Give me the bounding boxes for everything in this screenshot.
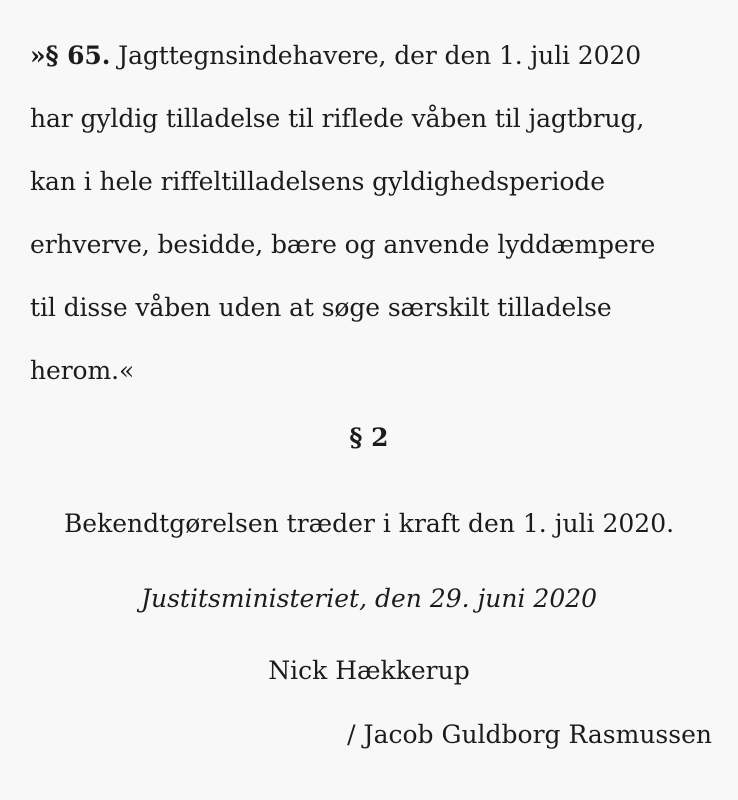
amendment-line: har gyldig tilladelse til riflede våben til jagtbrug, — [30, 104, 645, 133]
amendment-line-text: Jagttegnsindehavere, der den 1. juli 2020 — [110, 41, 642, 70]
section-65-mark: »§ 65. — [30, 41, 111, 70]
amendment-paragraph — [30, 24, 720, 402]
place-date-line: Justitsministeriet, den 29. juni 2020 — [140, 584, 598, 613]
amendment-line: herom.« — [30, 356, 135, 385]
amendment-line: erhverve, besidde, bære og anvende lyddæmpere — [30, 230, 656, 259]
signer-name: Nick Hækkerup — [268, 656, 470, 685]
cosigner-name: / Jacob Guldborg Rasmussen — [347, 720, 712, 749]
section-2-heading: § 2 — [349, 423, 389, 452]
amendment-line: kan i hele riffeltilladelsens gyldighedsperiode — [30, 167, 605, 196]
effective-date-text: Bekendtgørelsen træder i kraft den 1. juli 2020. — [63, 509, 675, 538]
amendment-line: til disse våben uden at søge særskilt tilladelse — [30, 293, 612, 322]
amendment-line — [30, 24, 720, 87]
